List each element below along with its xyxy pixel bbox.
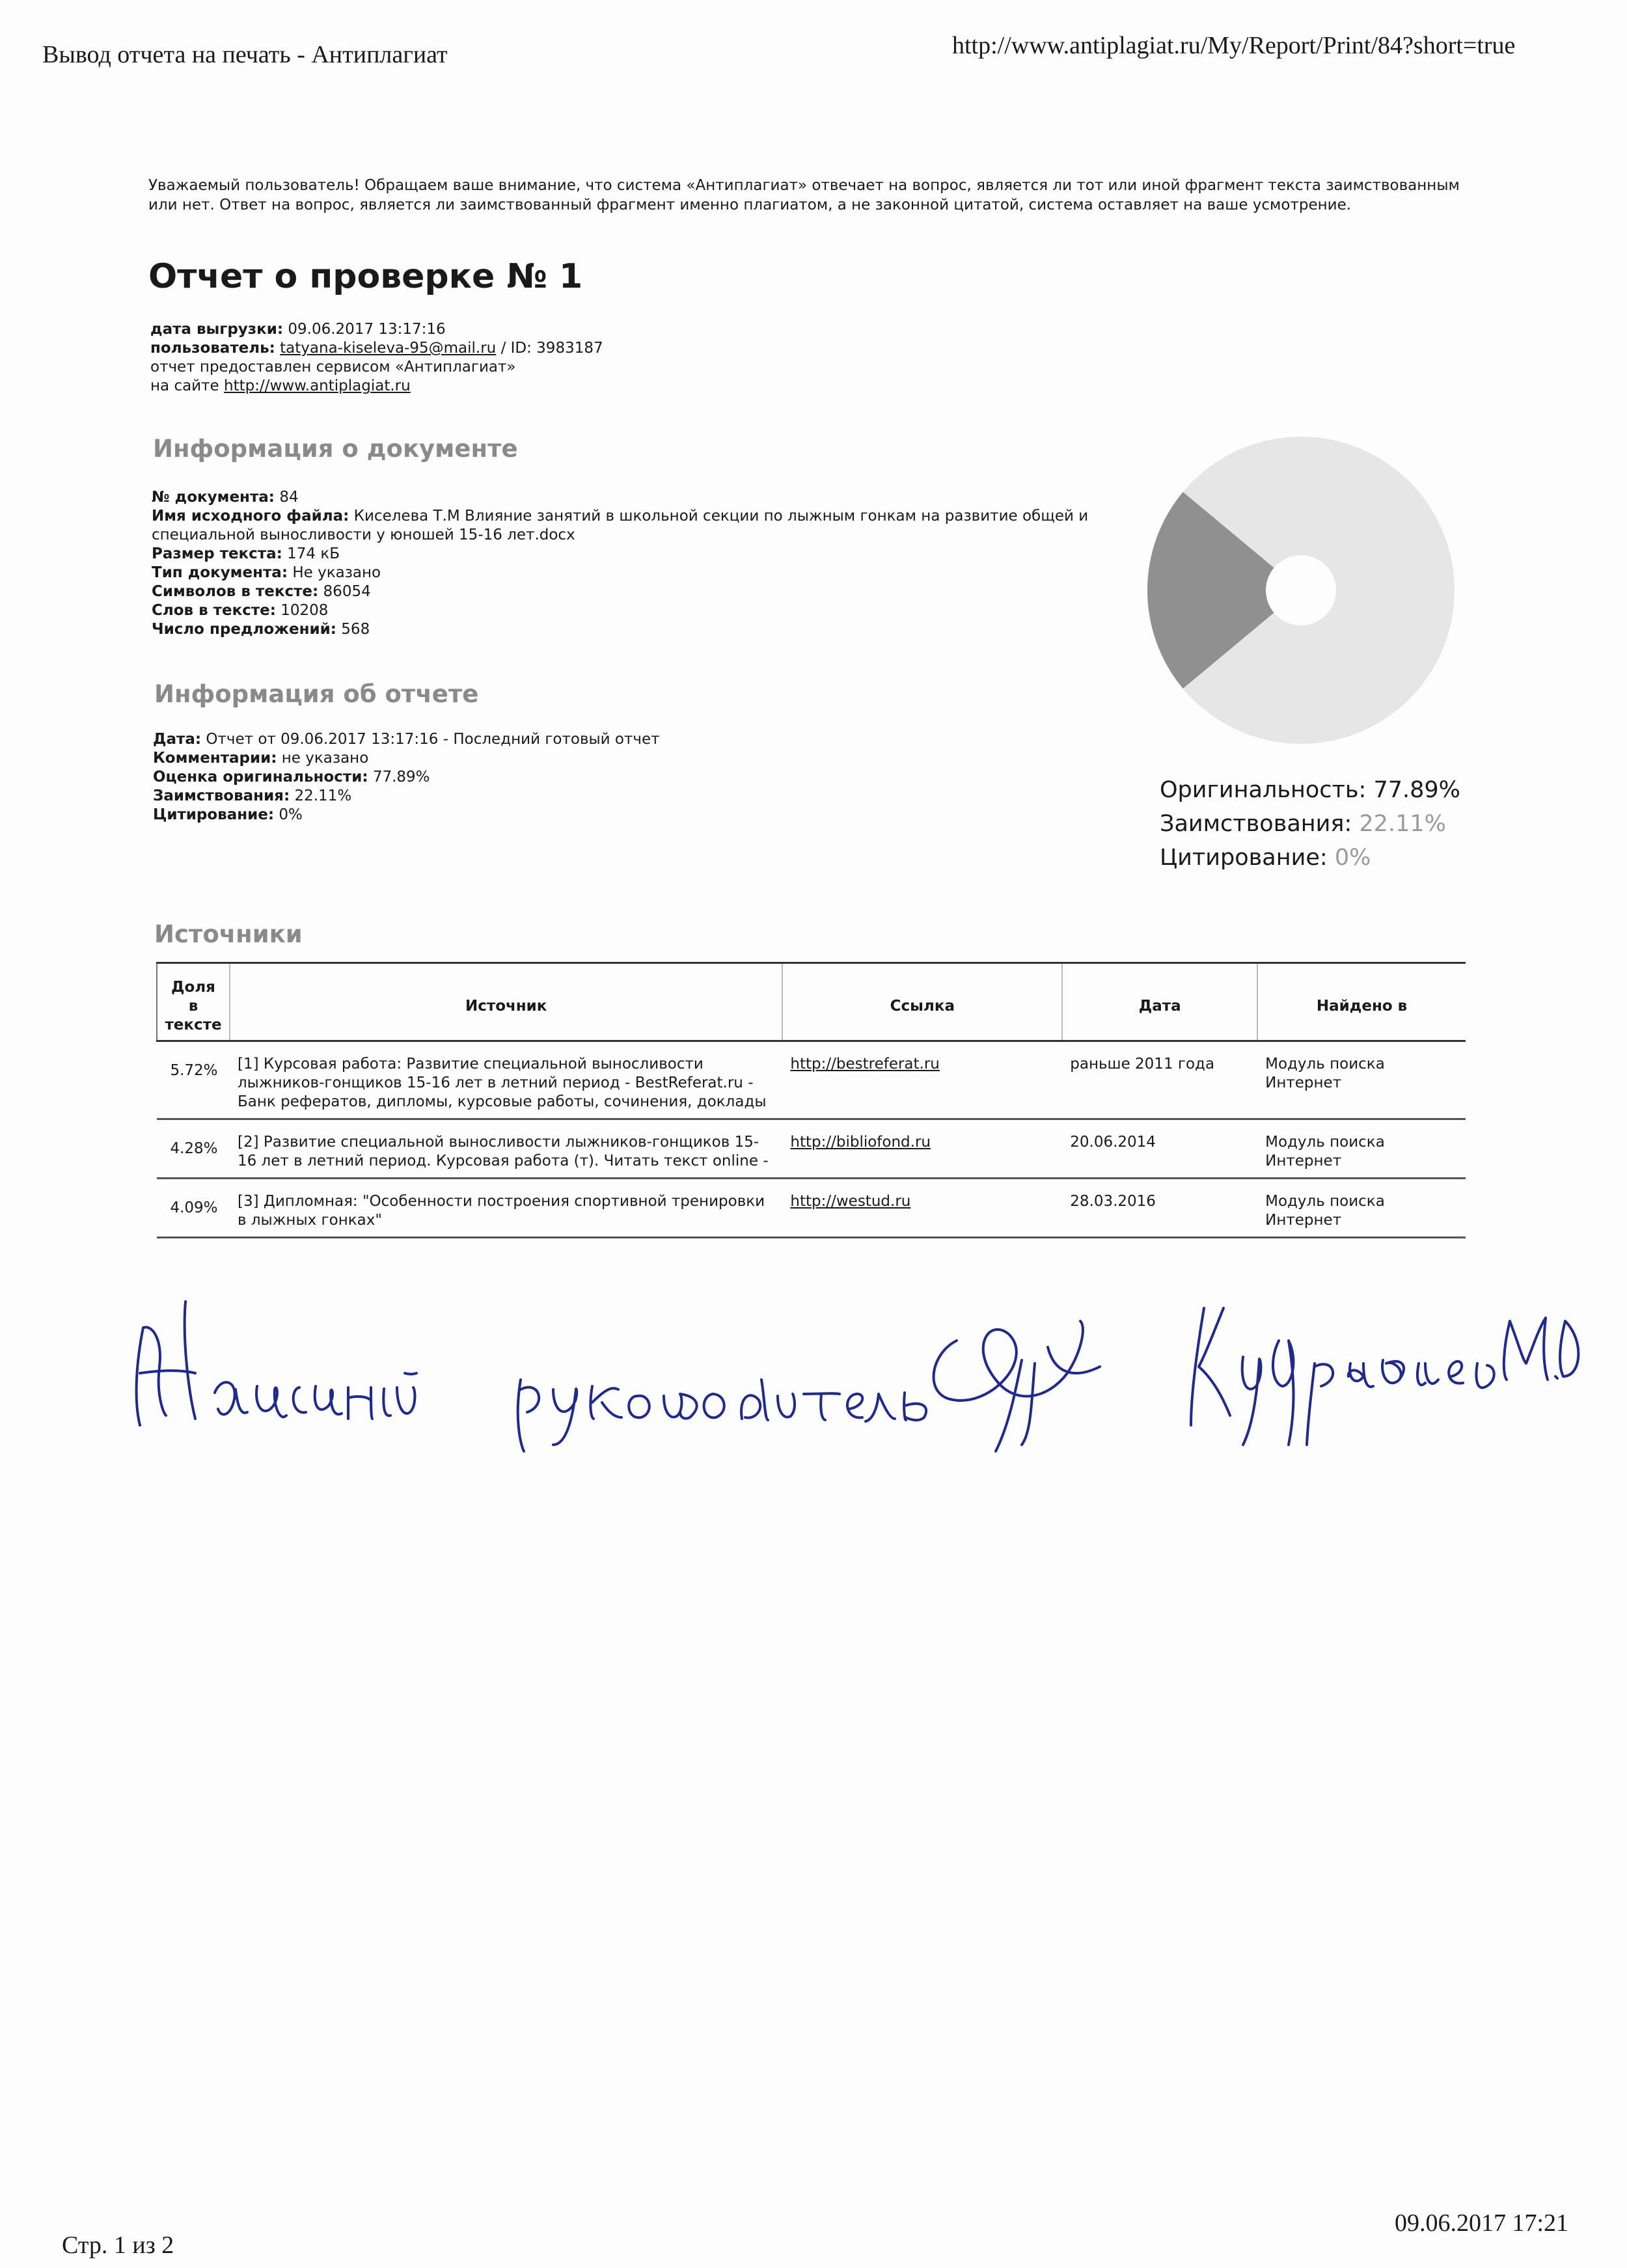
sources-header-row — [157, 963, 1466, 1041]
originality-label: Оценка оригинальности: — [153, 769, 368, 786]
print-header-url: http://www.antiplagiat.ru/My/Report/Print/84?short=true — [952, 32, 1516, 59]
source-date: раньше 2011 года — [1062, 1041, 1257, 1119]
table-row — [157, 1041, 1466, 1119]
legend-borrowing — [1160, 807, 1460, 841]
borrowing-label: Заимствования: — [153, 787, 290, 804]
source-date: 20.06.2014 — [1062, 1119, 1257, 1179]
size-label: Размер текста: — [152, 545, 282, 562]
filename-value: Киселева Т.М Влияние занятий в школьной секции по лыжным гонкам на развитие общей и специальной выносливости у юношей 15-16 лет.docx — [152, 508, 1089, 543]
report-date-value: Отчет от 09.06.2017 13:17:16 - Последний готовый отчет — [206, 731, 660, 748]
chars-value: 86054 — [323, 583, 371, 600]
report-date-line — [153, 730, 660, 749]
source-found-in: Модуль поиска Интернет — [1257, 1119, 1466, 1179]
print-timestamp: 09.06.2017 17:21 — [1395, 2209, 1569, 2237]
document-info — [152, 488, 1134, 639]
provided-by: отчет предоставлен сервисом «Антиплагиат» — [150, 359, 516, 376]
export-date-label: дата выгрузки: — [150, 321, 284, 338]
notice-text: Уважаемый пользователь! Обращаем ваше внимание, что система «Антиплагиат» отвечает на вопрос, является ли тот или иной фрагмент текста заимствованным или нет. Ответ на вопрос, является ли заимствованный фрагмент именно плагиатом, а не законной цитатой, система оставляет на ваше усмотрение. — [148, 177, 1460, 213]
source-link[interactable]: http://bibliofond.ru — [790, 1134, 931, 1151]
col-date: Дата — [1062, 963, 1257, 1041]
report-date-label: Дата: — [153, 731, 202, 748]
export-date-line — [150, 320, 603, 339]
words-line — [152, 601, 1134, 620]
legend-borrowing-value: 22.11% — [1359, 811, 1446, 837]
site-line — [150, 377, 603, 396]
legend-originality-value: 77.89% — [1373, 777, 1460, 803]
col-source: Источник — [230, 963, 782, 1041]
size-line — [152, 545, 1134, 564]
export-date-value: 09.06.2017 13:17:16 — [288, 321, 446, 338]
citation-line — [153, 806, 660, 825]
legend-originality-label: Оригинальность: — [1160, 777, 1367, 803]
filename-label: Имя исходного файла: — [152, 508, 349, 525]
legend-citation-label: Цитирование: — [1160, 845, 1328, 871]
chars-line — [152, 582, 1134, 601]
site-link[interactable]: http://www.antiplagiat.ru — [224, 377, 411, 394]
user-email-link[interactable]: tatyana-kiseleva-95@mail.ru — [280, 340, 497, 357]
col-share: Доля в тексте — [157, 963, 230, 1041]
borrowing-line — [153, 787, 660, 806]
comments-line — [153, 749, 660, 768]
citation-value: 0% — [279, 806, 303, 823]
document-info-heading: Информация о документе — [153, 435, 518, 463]
sentences-label: Число предложений: — [152, 621, 336, 638]
col-link: Ссылка — [782, 963, 1062, 1041]
doc-number-line — [152, 488, 1134, 507]
legend-originality — [1160, 773, 1460, 807]
sentences-value: 568 — [341, 621, 370, 638]
source-found-in: Модуль поиска Интернет — [1257, 1179, 1466, 1238]
originality-pie-chart — [1145, 435, 1456, 746]
report-title: Отчет о проверке № 1 — [148, 257, 583, 296]
citation-label: Цитирование: — [153, 806, 275, 823]
words-label: Слов в тексте: — [152, 602, 276, 619]
chars-label: Символов в тексте: — [152, 583, 319, 600]
source-link[interactable]: http://westud.ru — [790, 1193, 911, 1210]
site-prefix: на сайте — [150, 377, 219, 394]
type-value: Не указано — [292, 564, 381, 581]
size-value: 174 кБ — [287, 545, 340, 562]
report-meta — [150, 320, 603, 396]
comments-label: Комментарии: — [153, 750, 277, 767]
source-title: [2] Развитие специальной выносливости лыжников-гонщиков 15-16 лет в летний период. Курсовая работа (т). Читать текст online - — [230, 1119, 782, 1179]
user-label: пользователь: — [150, 340, 275, 357]
sources-heading: Источники — [154, 920, 303, 948]
originality-line — [153, 768, 660, 787]
report-info-heading: Информация об отчете — [154, 680, 479, 708]
type-line — [152, 564, 1134, 582]
doc-number-value: 84 — [279, 489, 299, 506]
pie-legend — [1160, 773, 1460, 875]
sources-table — [156, 962, 1466, 1238]
handwritten-signature — [124, 1250, 1581, 1458]
doc-number-label: № документа: — [152, 489, 275, 506]
legend-citation-value: 0% — [1334, 845, 1371, 871]
col-found-in: Найдено в — [1257, 963, 1466, 1041]
source-date: 28.03.2016 — [1062, 1179, 1257, 1238]
filename-line — [152, 507, 1134, 545]
print-header-title: Вывод отчета на печать - Антиплагиат — [42, 41, 448, 68]
originality-value: 77.89% — [372, 769, 430, 786]
type-label: Тип документа: — [152, 564, 288, 581]
report-info — [153, 730, 660, 825]
source-title: [1] Курсовая работа: Развитие специальной выносливости лыжников-гонщиков 15-16 лет в летний период - BestReferat.ru - Банк рефератов, дипломы, курсовые работы, сочинения, доклады — [230, 1041, 782, 1119]
source-share: 5.72% — [157, 1041, 230, 1119]
source-found-in: Модуль поиска Интернет — [1257, 1041, 1466, 1119]
sentences-line — [152, 620, 1134, 639]
comments-value: не указано — [281, 750, 369, 767]
legend-borrowing-label: Заимствования: — [1160, 811, 1352, 837]
source-share: 4.09% — [157, 1179, 230, 1238]
legend-citation — [1160, 841, 1460, 875]
user-id: / ID: 3983187 — [500, 340, 603, 357]
borrowing-value: 22.11% — [294, 787, 352, 804]
table-row — [157, 1179, 1466, 1238]
page-counter: Стр. 1 из 2 — [62, 2232, 174, 2259]
source-link[interactable]: http://bestreferat.ru — [790, 1056, 940, 1073]
user-line — [150, 339, 603, 358]
table-row — [157, 1119, 1466, 1179]
source-title: [3] Дипломная: "Особенности построения спортивной тренировки в лыжных гонках" — [230, 1179, 782, 1238]
source-share: 4.28% — [157, 1119, 230, 1179]
words-value: 10208 — [280, 602, 329, 619]
pie-center-hole — [1266, 555, 1336, 625]
